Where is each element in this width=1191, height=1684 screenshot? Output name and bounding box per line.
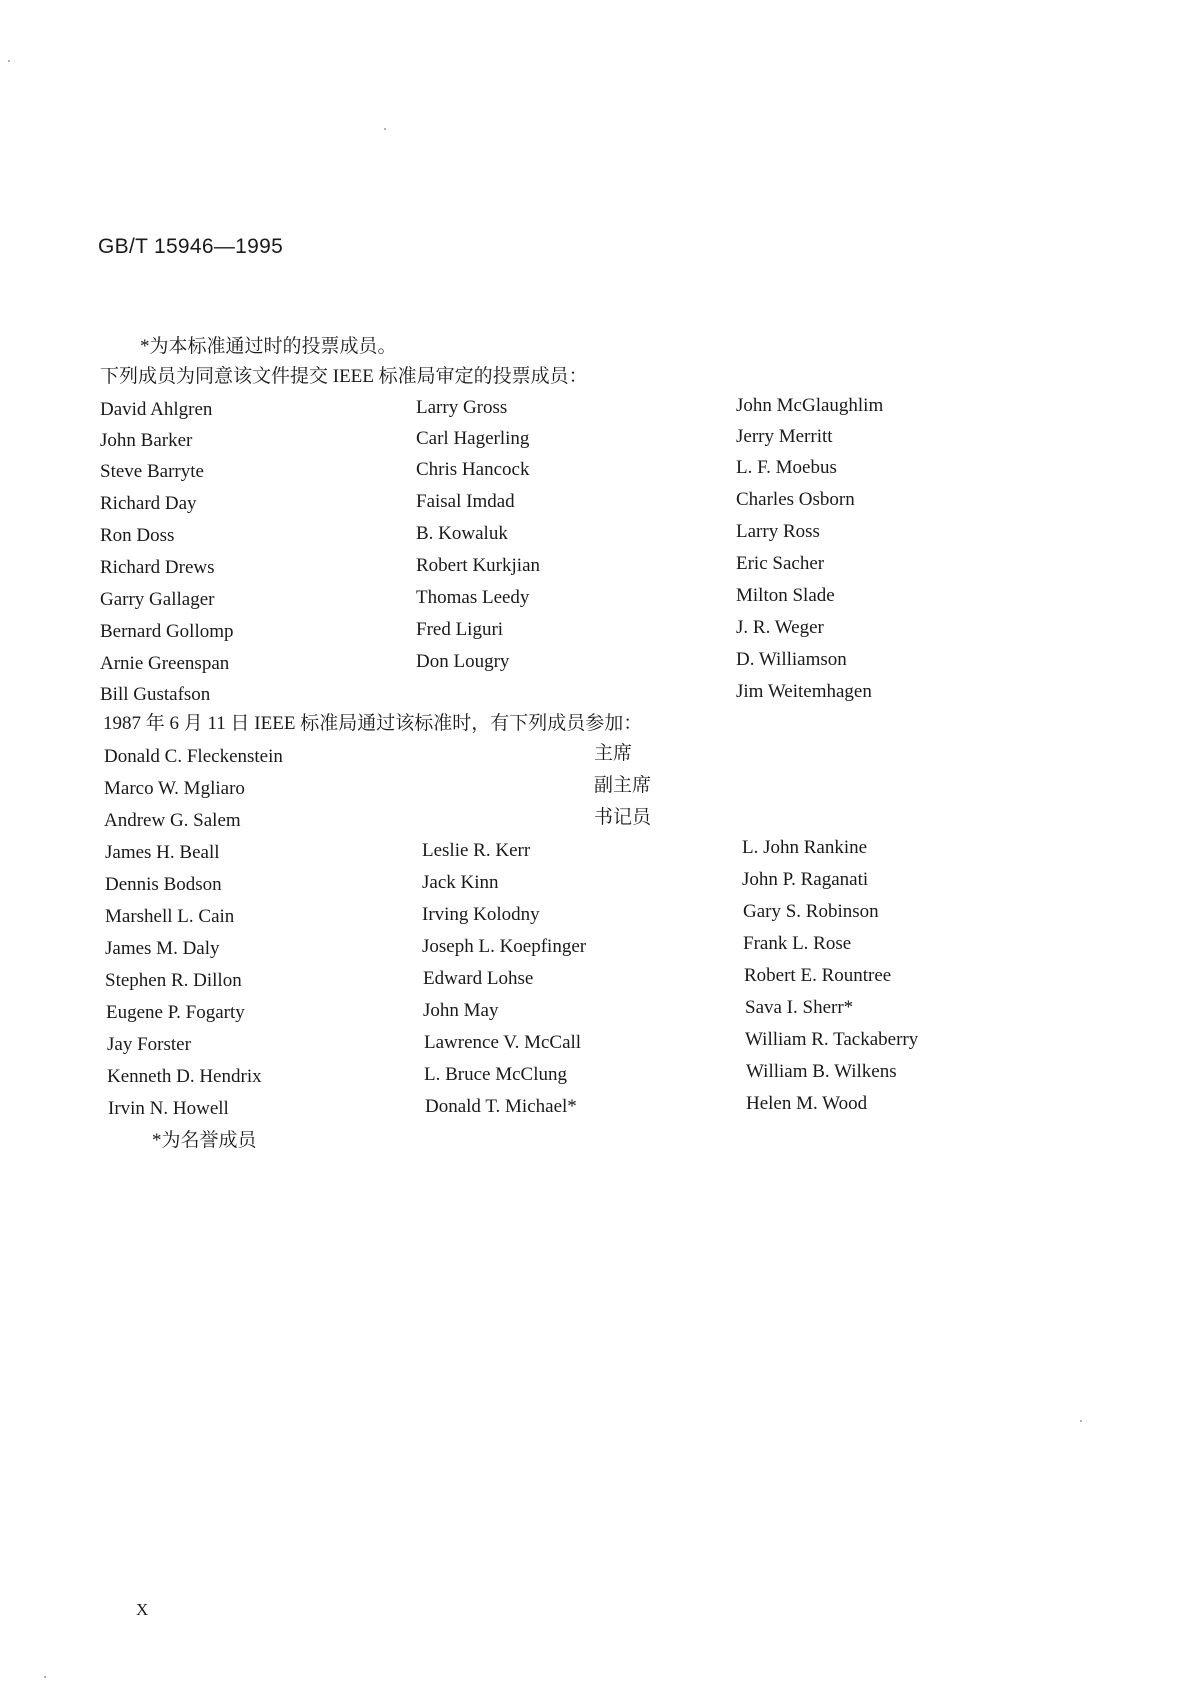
board-member: Irvin N. Howell — [108, 1098, 229, 1119]
board-member: William R. Tackaberry — [745, 1029, 919, 1050]
voting-member: John Barker — [100, 430, 193, 451]
board-member: Stephen R. Dillon — [105, 970, 242, 991]
officer-name: Donald C. Fleckenstein — [104, 746, 283, 767]
voting-member: David Ahlgren — [100, 399, 213, 420]
scan-speck — [44, 1676, 46, 1678]
voting-member: Bernard Gollomp — [100, 621, 234, 642]
board-member: Eugene P. Fogarty — [106, 1002, 245, 1023]
board-member: Leslie R. Kerr — [422, 840, 531, 861]
honorary-note: *为名誉成员 — [152, 1130, 257, 1151]
voting-member: Don Lougry — [416, 651, 510, 672]
voting-member: Carl Hagerling — [416, 428, 530, 449]
board-member: Jay Forster — [107, 1034, 191, 1055]
board-member: William B. Wilkens — [746, 1061, 897, 1082]
officer-name: Marco W. Mgliaro — [104, 778, 245, 799]
board-member: L. Bruce McClung — [424, 1064, 568, 1085]
voting-member: Thomas Leedy — [416, 587, 530, 608]
board-member: John P. Raganati — [742, 869, 869, 890]
officer-name: Andrew G. Salem — [104, 810, 241, 831]
board-member: Marshell L. Cain — [105, 906, 235, 927]
voting-member: Richard Day — [100, 493, 197, 514]
voting-member: Faisal Imdad — [416, 491, 515, 512]
voting-member: Milton Slade — [736, 585, 835, 606]
board-member: Kenneth D. Hendrix — [107, 1066, 262, 1087]
scan-speck — [1080, 1420, 1082, 1422]
voting-member: Arnie Greenspan — [100, 653, 230, 674]
board-member: James M. Daly — [105, 938, 220, 959]
board-member: Jack Kinn — [422, 872, 499, 893]
board-intro: 1987 年 6 月 11 日 IEEE 标准局通过该标准时，有下列成员参加： — [103, 713, 643, 734]
voting-member: Jim Weitemhagen — [736, 681, 872, 702]
voting-member: John McGlaughlim — [736, 395, 884, 416]
board-member: Gary S. Robinson — [743, 901, 879, 922]
voting-member: Steve Barryte — [100, 461, 204, 482]
voting-member: Larry Ross — [736, 521, 820, 542]
voting-member: Bill Gustafson — [100, 684, 211, 705]
board-member: Robert E. Rountree — [744, 965, 892, 986]
document-id: GB/T 15946—1995 — [98, 235, 284, 258]
board-member: Donald T. Michael* — [425, 1096, 577, 1117]
voting-member: Richard Drews — [100, 557, 215, 578]
voting-member: Ron Doss — [100, 525, 175, 546]
voting-member: Robert Kurkjian — [416, 555, 541, 576]
board-member: Sava I. Sherr* — [745, 997, 854, 1018]
voting-member: B. Kowaluk — [416, 523, 508, 544]
scan-speck — [8, 60, 10, 62]
voting-intro: 下列成员为同意该文件提交 IEEE 标准局审定的投票成员： — [100, 366, 588, 387]
voting-note: *为本标准通过时的投票成员。 — [140, 336, 397, 357]
board-member: Irving Kolodny — [422, 904, 540, 925]
board-member: Dennis Bodson — [105, 874, 222, 895]
board-member: Frank L. Rose — [743, 933, 852, 954]
voting-member: J. R. Weger — [736, 617, 824, 638]
voting-member: Charles Osborn — [736, 489, 855, 510]
voting-member: Fred Liguri — [416, 619, 504, 640]
voting-member: Chris Hancock — [416, 459, 530, 480]
board-member: L. John Rankine — [742, 837, 868, 858]
board-member: Joseph L. Koepfinger — [422, 936, 587, 957]
officer-role: 书记员 — [594, 807, 652, 828]
page-number: X — [136, 1600, 149, 1619]
voting-member: Eric Sacher — [736, 553, 825, 574]
board-member: John May — [423, 1000, 499, 1021]
voting-member: Larry Gross — [416, 397, 508, 418]
officer-role: 副主席 — [594, 775, 652, 796]
voting-member: Jerry Merritt — [736, 426, 833, 447]
scan-speck — [384, 128, 386, 130]
board-member: James H. Beall — [105, 842, 220, 863]
voting-member: D. Williamson — [736, 649, 847, 670]
board-member: Lawrence V. McCall — [424, 1032, 582, 1053]
board-member: Helen M. Wood — [746, 1093, 868, 1114]
voting-member: L. F. Moebus — [736, 457, 837, 478]
board-member: Edward Lohse — [423, 968, 534, 989]
voting-member: Garry Gallager — [100, 589, 215, 610]
officer-role: 主席 — [594, 743, 633, 764]
